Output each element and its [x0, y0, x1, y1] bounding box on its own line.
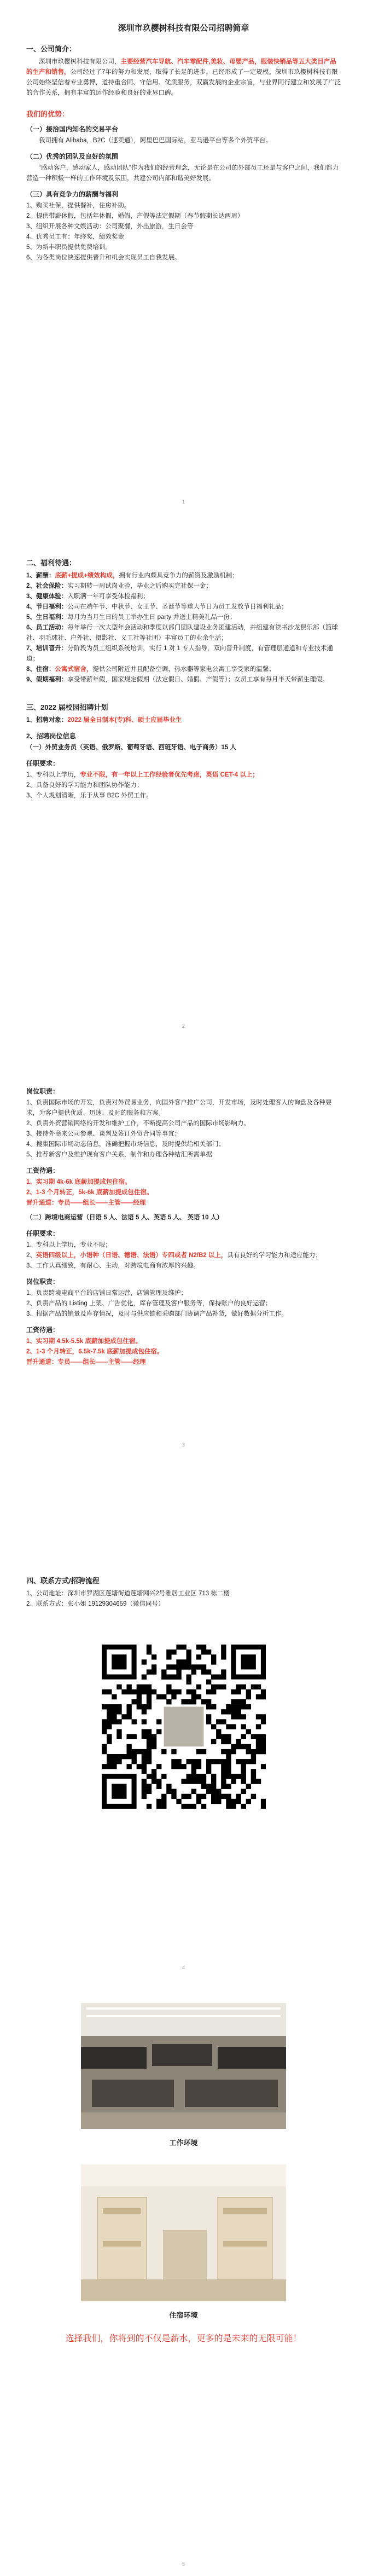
benefit-item: 3、健康体验：入职满一年可享受体检福利；: [26, 593, 149, 600]
salary-item: 1、实习期 4k-6k 底薪加提成包住宿。: [26, 1179, 131, 1185]
duty-item: 1、负责国际市场的开发，负责对外贸易业务，向国外客户推广公司，开发市场，及时处理客人的询盘及各种要求，为客户提供优质、迅速、及时的服务和方案。: [26, 1099, 332, 1116]
benefit-item: 5、生日福利：每月为当月生日的员工举办生日 party 并送上精美礼品一份；: [26, 614, 236, 621]
welfare-item: 3、组织开展各种文娱活动：公司聚餐，外出旅游，生日会等: [26, 223, 194, 230]
work-environment-caption: 工作环境: [169, 2139, 198, 2147]
benefit-item: 4、节日福利：公司在端午节、中秋节、女王节、圣诞节等重大节日为员工发放节日福利礼品；: [26, 604, 288, 610]
page-3: [0, 1081, 367, 1368]
position-group-1: （一）外贸业务员（英语、俄罗斯、葡萄牙语、西班牙语、电子商务）15 人: [26, 744, 236, 751]
contact-heading: 四、联系方式/招聘流程: [26, 1577, 100, 1585]
positions-heading: 2、招聘岗位信息: [26, 732, 76, 740]
contact-phone: 2、联系方式：张小姐 19129304659（微信同号）: [26, 1601, 165, 1607]
plan-heading: 三、2022 届校园招聘计划: [26, 703, 108, 711]
welfare-item: 4、优秀员工有：年终奖，绩效奖金: [26, 234, 124, 240]
dorm-photo: [81, 2164, 286, 2301]
page-1: [0, 0, 367, 263]
section-company-heading: 一、公司简介：: [26, 45, 77, 53]
document-title: 深圳市玖樱树科技有限公司招聘简章: [118, 24, 249, 33]
requirement-item: 2、具备良好的学习能力和团队协作能力；: [26, 782, 143, 789]
offer-heading: 我们的优势：: [26, 110, 69, 118]
duty-heading: 岗位职责：: [26, 1087, 60, 1095]
duty-item: 3、根据产品的销量及库存情况，及时与供应链和采购部门协调产品补货，做好数据分析工作。: [26, 1311, 288, 1317]
advantage-1-text: 我司拥有 Alibaba，B2C（速卖通），阿里巴巴国际站，亚马逊平台等多个外贸平台。: [39, 137, 272, 144]
promotion-path: 晋升通道：专员——组长——主管——经理: [26, 1359, 146, 1365]
advantage-3-title: （三）具有竞争力的薪酬与福利: [26, 190, 119, 198]
duty-item: 5、推荐新客户及维护现有客户关系，制作和办理各种结汇所需单据: [26, 1151, 212, 1158]
salary-heading: 工资待遇：: [26, 1167, 60, 1174]
requirements-heading: 任职要求：: [26, 1230, 60, 1237]
requirements-heading: 任职要求：: [26, 760, 60, 767]
duty-item: 2、负责产品的 Listing 上架、广告优化，库存管理及客户服务等，保持账户的良好运营；: [26, 1300, 272, 1307]
wechat-qr-code: [102, 1645, 266, 1809]
slogan: 选择我们，你将到的不仅是薪水，更多的是未来的无限可能！: [65, 2333, 302, 2343]
dorm-environment-caption: 住宿环境: [169, 2311, 198, 2319]
promotion-path: 晋升通道：专员——组长——主管——经理: [26, 1200, 146, 1206]
benefit-item: 7、培训晋升：分阶段为员工组织系统培训，实行 1 对 1 专人指导，双向晋升制度，有管理层通道和专业技术通道；: [26, 645, 333, 662]
duty-heading: 岗位职责：: [26, 1278, 60, 1286]
benefits-heading: 二、福利待遇：: [26, 559, 77, 567]
page-number: 1: [182, 499, 185, 505]
qr-code-icon: [102, 1645, 266, 1809]
page-number: 3: [182, 1442, 185, 1448]
target-line: 1、招聘对象：2022 届全日制本(专)科、硕士应届毕业生: [26, 717, 182, 723]
page-2: [0, 547, 367, 801]
requirement-item: 1、专科以上学历，专业不限，有一年以上工作经验者优先考虑，英语 CET-4 以上；: [26, 772, 259, 778]
advantage-2-text: “感动客户，感动家人，感动团队”作为我们的经营理念，无论是在公司的外部员工还是与客户之间，我们都力营造一种积极一样的工作环境及氛围，共建公司内部和谐美好发展。: [26, 165, 339, 182]
welfare-item: 1、购买社保，提供餐补，住房补助。: [26, 202, 131, 209]
page-4: [0, 1565, 367, 1610]
requirement-item: 3、工作认真细致，有耐心、主动，对跨境电商有浓厚的兴趣。: [26, 1263, 200, 1269]
salary-item: 2、1-3 个月转正，6.5k-7.5k 底薪加提成包住宿。: [26, 1348, 164, 1355]
welfare-item: 5、为新丰职员提供免费培训。: [26, 244, 112, 251]
duty-item: 3、接待外商来公司参观、谈判及签订外贸合同等事宜；: [26, 1131, 181, 1137]
requirement-item: 1、专科以上学历，专业不限；: [26, 1242, 112, 1248]
salary-heading: 工资待遇：: [26, 1326, 60, 1334]
welfare-item: 2、提供带薪休假，包括年休假，婚假，产假等法定假期（春节假期长达两周）: [26, 213, 244, 219]
benefit-item: 2、社会保险：实习期转一周试岗业验，毕业之后购买完社保一金；: [26, 583, 212, 589]
page-number: 2: [182, 1023, 185, 1029]
company-address: 1、公司地址：深圳市罗湖区莲塘街道莲塘网兴2号雅居工业区 713 栋二楼: [26, 1590, 230, 1597]
duty-item: 1、负责跨境电商平台的店铺日常运营，店铺管理及维护；: [26, 1290, 187, 1296]
requirement-item: 3、个人规划清晰，乐于从事 B2C 外贸工作。: [26, 792, 153, 799]
page-number: 4: [182, 1965, 185, 1970]
welfare-item: 6、为各类岗位快速提供晋升和机会实现员工自我发展。: [26, 254, 181, 261]
benefit-item: 8、住宿：公寓式宿舍，提供公司附近并且配备空调，热水器等家电公寓工享受家的温馨；: [26, 666, 275, 673]
advantage-2-title: （二）优秀的团队及良好的氛围: [26, 153, 119, 160]
salary-item: 2、1-3 个月转正，5k-6k 底薪加提成包住宿。: [26, 1189, 153, 1196]
position-group-2: （二）跨境电商运营（日语 5 人、法语 5 人、英语 5 人、 英语 10 人）: [26, 1214, 223, 1221]
salary-item: 1、实习期 4.5k-5.5k 底薪加提成包住宿。: [26, 1338, 142, 1345]
duty-item: 4、搜集国际市场动态信息，准确把握市场信息，及时提供给相关部门；: [26, 1141, 225, 1148]
office-photo: [81, 2003, 286, 2129]
page-number: 5: [182, 2561, 185, 2567]
benefit-item: 1、薪酬：底薪+提成+绩效构成，拥有行业内颇具竞争力的薪资及激励机制；: [26, 572, 238, 579]
advantage-1-title: （一）接洽国内知名的交易平台: [26, 125, 119, 133]
benefit-item: 9、假期福利：享受带薪年假，国家规定假期（法定假日、婚假、产假等）；女员工享有每月半天带薪生理假。: [26, 676, 329, 683]
company-intro: 深圳市玖樱树科技有限公司，主要经营汽车导航、汽车零配件,美妆、母婴产品，服装快销品等五大类目产品的生产和销售，公司经过了7年的努力和发展，取得了长足的进步，已经形成了一定规模。深圳市玖樱树科技有限公司始终坚信着专业勇博，道持重合同、守信用、优质服务，双赢发展的企业宗旨，与业界同行建立和发展了广泛的合作关系，拥有丰富的运作经验和良好的业界口碑。: [26, 59, 341, 96]
benefit-item: 6、员工活动：每年举行一次大型年会活动和季度以部门团队建设业务团建活动，并组建有读书沙龙俱乐部（篮球社、羽毛球社、户外社、摄影社、义工社等社团）丰富员工的业余生活；: [26, 624, 338, 641]
duty-item: 2、负责外贸营销网络的开发和维护工作，不断提高公司产品的国际市场影响力。: [26, 1120, 250, 1127]
requirement-item: 2、英语四级以上，小语种（日语、德语、法语）专四或者 N2/B2 以上，具有良好的学习能力和适应能力；: [26, 1252, 322, 1259]
